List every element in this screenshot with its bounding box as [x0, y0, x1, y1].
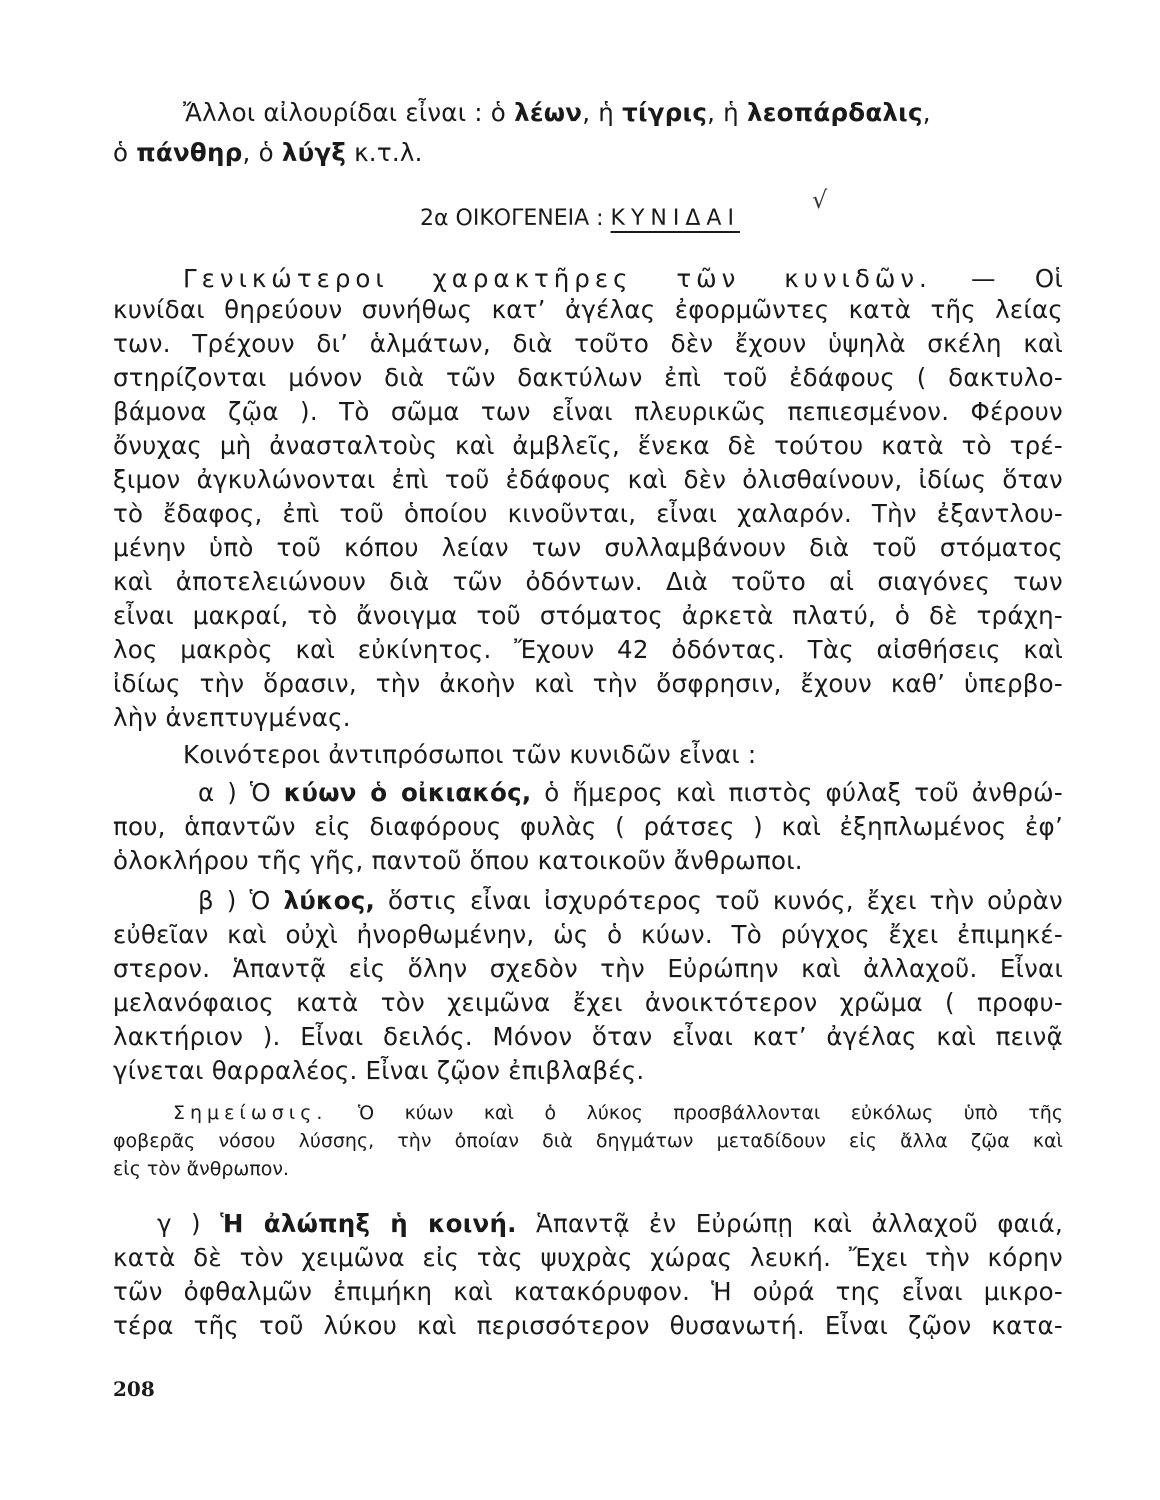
paragraph-line: λος μακρὸς καὶ εὐκίνητος. Ἔχουν 42 ὀδόντας. Τὰς αἰσθήσεις καὶ: [113, 635, 1063, 664]
family-name: ΚΥΝΙΔΑΙ: [610, 206, 740, 231]
paragraph-line: στερον. Ἁπαντᾷ εἰς ὅλην σχεδὸν τὴν Εὐρώπην καὶ ἀλλαχοῦ. Εἶναι: [113, 954, 1063, 983]
paragraph-line: ξιμον ἀγκυλώνονται ἐπὶ τοῦ ἐδάφους καὶ δὲν ὀλισθαίνουν, ἰδίως ὅταν: [113, 465, 1063, 494]
intro-line-2: ὁ πάνθηρ, ὁ λύγξ κ.τ.λ.: [113, 138, 423, 167]
gamma-line-1: γ ) Ἡ ἀλώπηξ ἡ κοινή. Ἁπαντᾷ ἐν Εὐρώπῃ καὶ ἀλλαχοῦ φαιά,: [157, 1209, 1063, 1238]
note-line-1: Σημείωσις. Ὁ κύων καὶ ὁ λύκος προσβάλλονται εὐκόλως ὑπὸ τῆς: [173, 1102, 1063, 1124]
paragraph-line: των. Τρέχουν δι’ ἁλμάτων, διὰ τοῦτο δὲν ἔχουν ὑψηλὰ σκέλη καὶ: [113, 329, 1063, 358]
term-dog: κύων ὁ οἰκιακός,: [283, 778, 532, 807]
paragraph-line: λακτήριον ). Εἶναι δειλός. Μόνον ὅταν εἶναι κατ’ ἀγέλας καὶ πεινᾷ: [113, 1022, 1063, 1051]
paragraph-line: καὶ ἀποτελειώνουν διὰ τῶν ὀδόντων. Διὰ τοῦτο αἱ σιαγόνες των: [113, 567, 1063, 596]
page-number: 208: [113, 1377, 155, 1401]
term-fox: Ἡ ἀλώπηξ ἡ κοινή.: [220, 1209, 517, 1238]
paragraph-line: εἶναι μακραί, τὸ ἄνοιγμα τοῦ στόματος ἀρκετὰ πλατύ, ὁ δὲ τράχη-: [113, 601, 1063, 630]
paragraph-line: κυνίδαι θηρεύουν συνήθως κατ’ ἀγέλας ἐφορμῶντες κατὰ τῆς λείας: [113, 295, 1063, 324]
beta-line-1: β ) Ὁ λύκος, ὅστις εἶναι ἰσχυρότερος τοῦ κυνός, ἔχει τὴν οὐρὰν: [198, 886, 1063, 915]
term-wolf: λύκος,: [283, 886, 376, 915]
paragraph-line: ὁλοκλήρου τῆς γῆς, παντοῦ ὅπου κατοικοῦν ἄνθρωποι.: [113, 846, 803, 875]
note-label: Σημείωσις.: [173, 1102, 328, 1124]
paragraph-line: εὐθεῖαν καὶ οὐχὶ ἠνορθωμένην, ὡς ὁ κύων. Τὸ ρύγχος ἔχει ἐπιμηκέ-: [113, 920, 1063, 949]
note-line: εἰς τὸν ἄνθρωπον.: [113, 1158, 290, 1180]
term-panther: πάνθηρ: [136, 138, 243, 167]
paragraph-line: τὸ ἔδαφος, ἐπὶ τοῦ ὁποίου κινοῦνται, εἶναι χαλαρόν. Τὴν ἐξαντλου-: [113, 499, 1063, 528]
term-lynx: λύγξ: [281, 138, 347, 167]
paragraph-line: τῶν ὀφθαλμῶν ἐπιμήκη καὶ κατακόρυφον. Ἡ οὐρά της εἶναι μικρο-: [113, 1277, 1063, 1306]
paragraph-line: στηρίζονται μόνον διὰ τῶν δακτύλων ἐπὶ τοῦ ἐδάφους ( δακτυλο-: [113, 363, 1063, 392]
general-lead-line: Γενικώτεροι χαρακτῆρες τῶν κυνιδῶν. — Οἱ: [183, 264, 1063, 293]
intro-line-1: Ἄλλοι αἰλουρίδαι εἶναι : ὁ λέων, ἡ τίγρις, ἡ λεοπάρδαλις,: [183, 98, 931, 127]
handwritten-checkmark: √: [812, 186, 828, 214]
term-leopardalis: λεοπάρδαλις: [747, 98, 923, 127]
paragraph-line: μένην ὑπὸ τοῦ κόπου λείαν των συλλαμβάνουν διὰ τοῦ στόματος: [113, 533, 1063, 562]
paragraph-line: ἰδίως τὴν ὅρασιν, τὴν ἀκοὴν καὶ τὴν ὄσφρησιν, ἔχουν καθ’ ὑπερβο-: [113, 669, 1063, 698]
term-leon: λέων: [514, 98, 583, 127]
paragraph-line: μελανόφαιος κατὰ τὸν χειμῶνα ἔχει ἀνοικτότερον χρῶμα ( προφυ-: [113, 988, 1063, 1017]
paragraph-line: γίνεται θαρραλέος. Εἶναι ζῷον ἐπιβλαβές.: [113, 1056, 645, 1085]
representatives-intro: Κοινότεροι ἀντιπρόσωποι τῶν κυνιδῶν εἶναι :: [183, 740, 757, 769]
paragraph-line: λὴν ἀνεπτυγμένας.: [113, 703, 351, 732]
note-line: φοβερᾶς νόσου λύσσης, τὴν ὁποίαν διὰ δηγμάτων μεταδίδουν εἰς ἄλλα ζῷα καὶ: [113, 1130, 1063, 1152]
family-heading: 2α ΟΙΚΟΓΕΝΕΙΑ : ΚΥΝΙΔΑΙ: [420, 206, 740, 231]
section-lead: Γενικώτεροι χαρακτῆρες τῶν κυνιδῶν.: [183, 264, 932, 293]
alpha-line-1: α ) Ὁ κύων ὁ οἰκιακός, ὁ ἥμερος καὶ πιστὸς φύλαξ τοῦ ἀνθρώ-: [198, 778, 1063, 807]
paragraph-line: βάμονα ζῷα ). Τὸ σῶμα των εἶναι πλευρικῶς πεπιεσμένον. Φέρουν: [113, 397, 1063, 426]
paragraph-line: κατὰ δὲ τὸν χειμῶνα εἰς τὰς ψυχρὰς χώρας λευκή. Ἔχει τὴν κόρην: [113, 1243, 1063, 1272]
paragraph-line: που, ἁπαντῶν εἰς διαφόρους φυλὰς ( ράτσες ) καὶ ἐξηπλωμένος ἐφ’: [113, 812, 1063, 841]
term-tigris: τίγρις: [622, 98, 708, 127]
paragraph-line: τέρα τῆς τοῦ λύκου καὶ περισσότερον θυσανωτή. Εἶναι ζῷον κατα-: [113, 1311, 1063, 1340]
paragraph-line: ὄνυχας μὴ ἀνασταλτοὺς καὶ ἀμβλεῖς, ἕνεκα δὲ τούτου κατὰ τὸ τρέ-: [113, 431, 1063, 460]
